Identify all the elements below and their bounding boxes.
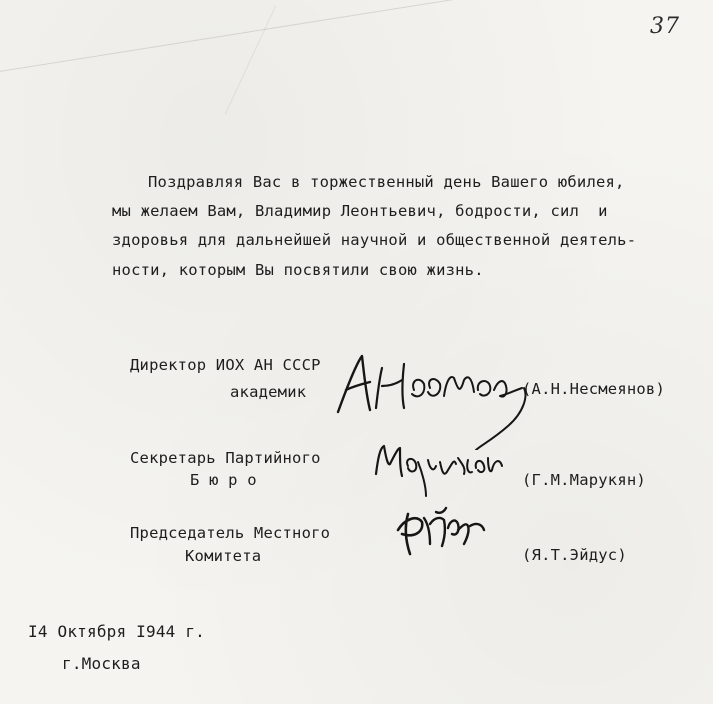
signatory-1-name: (А.Н.Несмеянов) — [522, 380, 665, 398]
signatory-1-subtitle: академик — [230, 383, 307, 401]
signatory-3-name: (Я.Т.Эйдус) — [522, 546, 627, 564]
page-number: 37 — [650, 14, 680, 39]
signatory-2-title: Секретарь Партийного — [130, 449, 321, 467]
signatory-3-title: Председатель Местного — [130, 524, 331, 542]
signatory-2-name: (Г.М.Марукян) — [522, 471, 646, 489]
signatory-2-subtitle: Б ю р о — [190, 471, 257, 489]
paper-fold-line — [0, 0, 477, 78]
letter-line-4: ности, которым Вы посвятили свою жизнь. — [112, 261, 484, 279]
letter-line-1: Поздравляя Вас в торжественный день Вашего юбилея, — [148, 173, 625, 191]
signature-nesmeyanov — [332, 350, 532, 450]
letter-line-3: здоровья для дальнейшей научной и общественной деятель- — [112, 231, 637, 249]
signatory-1-title: Директор ИОХ АН СССР — [130, 356, 321, 374]
document-place: г.Москва — [62, 654, 141, 673]
signatory-3-subtitle: Комитета — [185, 547, 262, 565]
paper-crease — [225, 5, 277, 114]
signature-eydus — [394, 500, 489, 560]
document-date: I4 Октября I944 г. — [28, 622, 205, 641]
signature-marukyan — [372, 438, 512, 498]
letter-line-2: мы желаем Вам, Владимир Леонтьевич, бодрости, сил и — [112, 202, 608, 220]
